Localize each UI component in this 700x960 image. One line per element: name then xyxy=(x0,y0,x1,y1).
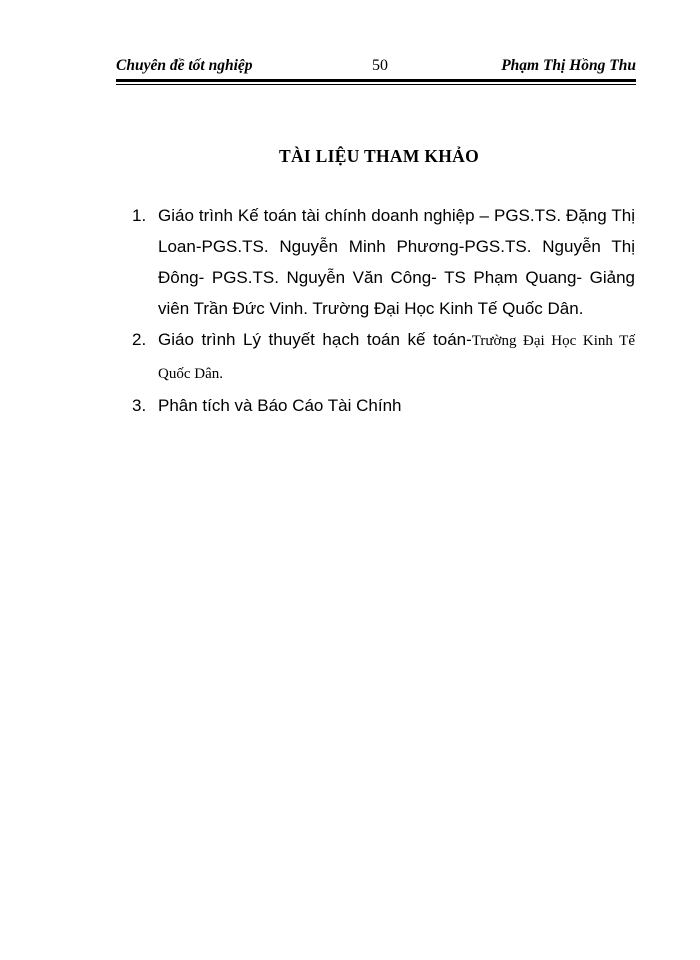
header-rule-thin xyxy=(116,84,636,85)
page-title: TÀI LIỆU THAM KHẢO xyxy=(278,146,480,166)
header-thesis-label: Chuyên đề tốt nghiệp xyxy=(116,57,253,74)
reference-number: 1. xyxy=(132,206,147,225)
reference-number: 2. xyxy=(132,330,147,349)
reference-text: Giáo trình Lý thuyết hạch toán kế toán- xyxy=(158,330,472,349)
reference-list xyxy=(132,200,635,421)
reference-item-1 xyxy=(132,200,635,324)
reference-text: Giáo trình Kế toán tài chính doanh nghiệp – PGS.TS. Đặng Thị Loan-PGS.TS. Nguyễn Minh Phương-PGS.TS. Nguyễn Thị Đông- PGS.TS. Nguyễn Văn Công- TS Phạm Quang- Giảng viên Trần Đức Vinh. Trường Đại Học Kinh Tế Quốc Dân. xyxy=(158,206,635,318)
page-header xyxy=(116,57,636,79)
header-author-name: Phạm Thị Hồng Thu xyxy=(501,57,636,74)
reference-item-3 xyxy=(132,390,635,421)
reference-item-2 xyxy=(132,324,635,390)
reference-publisher: Trường Đại Học Kinh Tế Quốc Dân. xyxy=(158,333,636,382)
header-rule-thick xyxy=(116,79,636,82)
reference-number: 3. xyxy=(132,396,147,415)
reference-text: Phân tích và Báo Cáo Tài Chính xyxy=(158,396,402,415)
page-number: 50 xyxy=(372,57,388,74)
